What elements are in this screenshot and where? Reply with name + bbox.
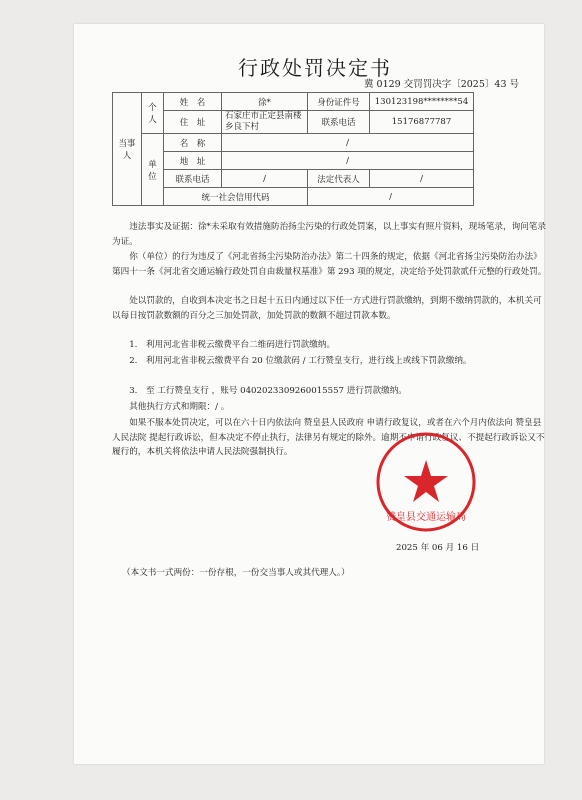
name-value: 徐* [222, 93, 308, 111]
official-seal [374, 430, 478, 534]
address-value: 石家庄市正定县南楼乡良下村 [222, 111, 308, 134]
payment-method-2: 2. 利用河北省非税云缴费平台 20 位缴款码 / 工行赞皇支行，进行线上或线下罚款缴纳。 [129, 356, 472, 366]
individual-label: 个人 [142, 93, 164, 134]
violation-facts: 违法事实及证据：徐*未采取有效措施防治扬尘污染的行政处罚案，以上事实有照片资料，现场笔录，询问笔录为证。 [112, 222, 546, 247]
unit-label: 单位 [142, 134, 164, 206]
legal-rep-value: / [370, 170, 474, 188]
unit-address-value: / [222, 152, 474, 170]
other-method: 其他执行方式和期限：/ 。 [129, 402, 230, 412]
phone-value: 15176877787 [370, 111, 474, 134]
unit-address-label: 地 址 [164, 152, 222, 170]
penalty-decision: 你（单位）的行为违反了《河北省扬尘污染防治办法》第二十四条的规定，依据《河北省扬尘污染防治办法》第四十一条《河北省交通运输行政处罚自由裁量权基准》第 293 项的规定，决定给予处罚款贰仟元整的行政处罚。 [112, 252, 547, 277]
document-number: 冀 0129 交罚罚决字〔2025〕43 号 [364, 79, 520, 90]
document-title: 行政处罚决定书 [238, 56, 392, 80]
payment-instructions: 处以罚款的，自收到本决定书之日起十五日内通过以下任一方式进行罚款缴纳，到期不缴纳罚款的，本机关可以每日按罚款数额的百分之三加处罚款，加处罚款的数额不超过罚款本数。 [112, 296, 542, 321]
address-label: 住 址 [164, 111, 222, 134]
footer-note: （本文书一式两份：一份存根，一份交当事人或其代理人。） [122, 568, 350, 578]
appeal-rights: 如果不服本处罚决定，可以在六十日内依法向 赞皇县人民政府 申请行政复议，或者在六个月内依法向 赞皇县人民法院 提起行政诉讼，但本决定不停止执行，法律另有规定的除外。逾期不申请行政复议、不提起行政诉讼又不履行的，本机关将依法申请人民法院强制执行。 [112, 418, 545, 457]
svg-text:赞皇县交通运输局: 赞皇县交通运输局 [386, 512, 466, 523]
issue-date: 2025 年 06 月 16 日 [396, 543, 480, 553]
unit-phone-label: 联系电话 [164, 170, 222, 188]
legal-rep-label: 法定代表人 [308, 170, 370, 188]
id-label: 身份证件号 [308, 93, 370, 111]
id-value: 130123198********54 [370, 93, 474, 111]
name-label: 姓 名 [164, 93, 222, 111]
unit-name-value: / [222, 134, 474, 152]
payment-method-1: 1. 利用河北省非税云缴费平台二维码进行罚款缴纳。 [129, 340, 336, 350]
payment-method-3: 3. 至 工行赞皇支行 ，账号 0402023309260015557 进行罚款缴纳。 [129, 386, 407, 396]
document-page [74, 24, 547, 764]
party-label: 当事人 [113, 93, 142, 206]
credit-code-value: / [308, 188, 474, 206]
phone-label: 联系电话 [308, 111, 370, 134]
credit-code-label: 统一社会信用代码 [164, 188, 308, 206]
party-info-table [112, 92, 474, 206]
unit-phone-value: / [222, 170, 308, 188]
unit-name-label: 名 称 [164, 134, 222, 152]
